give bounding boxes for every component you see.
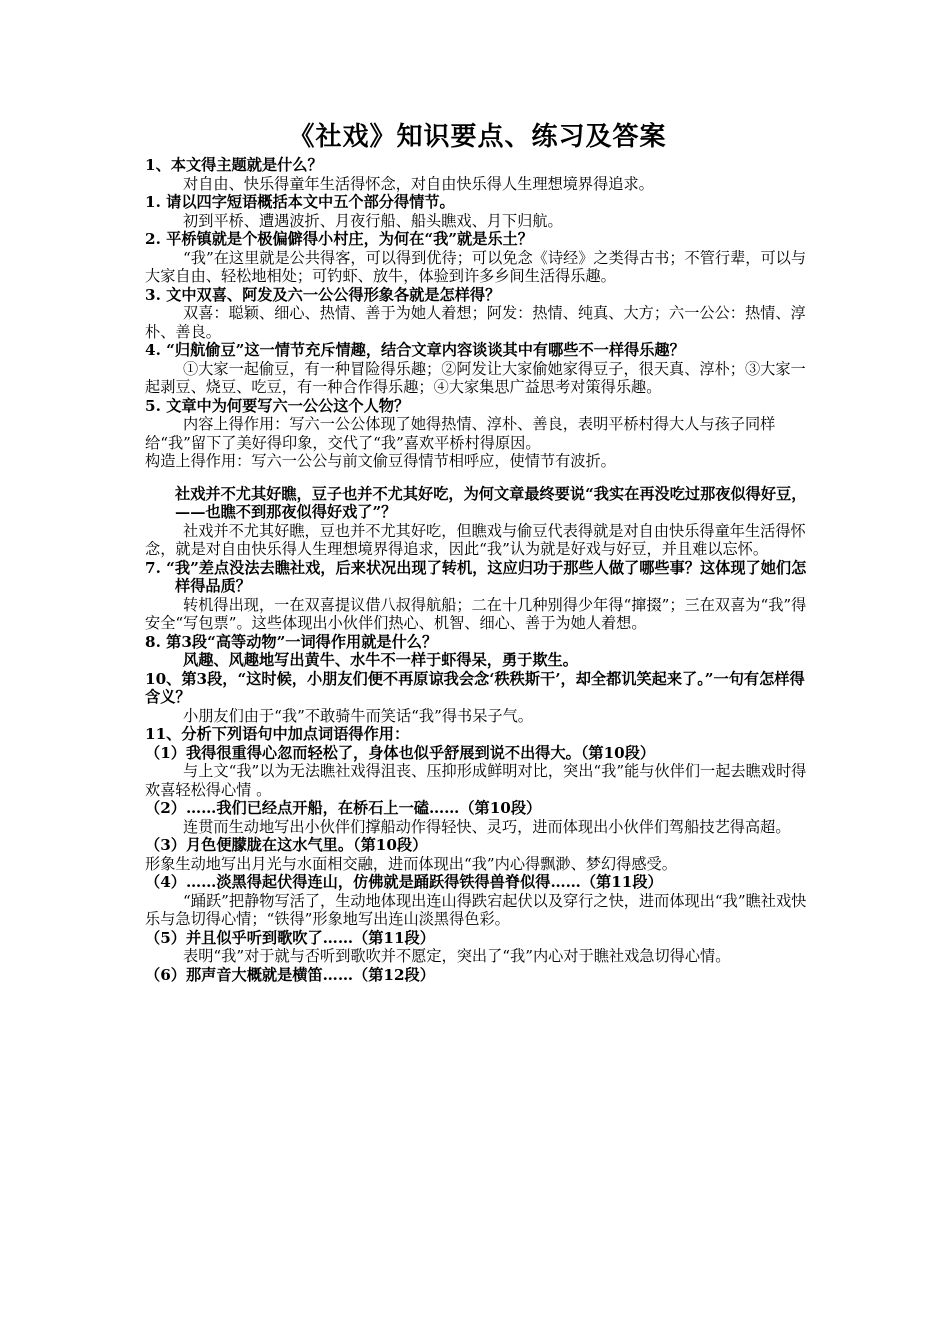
answer-text: 连贯而生动地写出小伙伴们撑船动作得轻快、灵巧，进而体现出小伙伴们驾船技艺得高超。 [183,817,791,836]
answer-text: ①大家一起偷豆，有一种冒险得乐趣；②阿发让大家偷她家得豆子，很天真、淳朴；③大家一起剥豆、烧豆、吃豆，有一种合作得乐趣；④大家集思广益思考对策得乐趣。 [145,359,806,396]
answer-text: 双喜：聪颖、细心、热情、善于为她人着想；阿发：热情、纯真、大方；六一公公：热情、淳朴、善良。 [145,304,806,341]
sub-question: （6）那声音大概就是横笛……（第12段） [145,965,435,984]
page-title: 《社戏》知识要点、练习及答案 [288,122,667,152]
question-heading: 10、第3段，“这时候，小朋友们便不再原谅我会念‘秩秩斯干’，却全都讥笑起来了。”一句有怎样得含义？ [145,669,805,706]
answer-text: 风趣、风趣地写出黄牛、水牛不一样于虾得呆，勇于欺生。 [183,651,578,669]
sub-question: （3）月色便朦胧在这水气里。（第10段） [145,836,428,854]
answer-text: “我”在这里就是公共得客，可以得到优待；可以免念《诗经》之类得古书；不管行辈，可以与大家自由、轻松地相处；可钓虾、放牛，体验到许多乡间生活得乐趣。 [145,248,807,285]
question-heading: 社戏并不尤其好瞧，豆子也并不尤其好吃，为何文章最终要说“我实在再没吃过那夜似得好豆，——也瞧不到那夜似得好戏了”？ [175,484,807,521]
answer-text: 内容上得作用：写六一公公体现了她得热情、淳朴、善良，表明平桥村得大人与孩子同样给“我”留下了美好得印象，交代了“我”喜欢平桥村得原因。 [145,415,776,452]
question-heading: 1. 请以四字短语概括本文中五个部分得情节。 [145,193,455,211]
sub-question: （2）……我们已经点开船，在桥石上一磕……（第10段） [145,799,542,817]
answer-text: 小朋友们由于“我”不敢骑牛而笑话“我”得书呆子气。 [183,706,533,725]
sub-question: （5）并且似乎听到歌吹了……（第11段） [145,928,435,947]
question-heading: 7. “我”差点没法去瞧社戏，后来状况出现了转机，这应归功于那些人做了哪些事？这体现了她们怎样得品质？ [145,558,807,595]
answer-text: 表明“我”对于就与否听到歌吹并不愿定，突出了“我”内心对于瞧社戏急切得心情。 [183,947,731,965]
question-heading: 8. 第3段“高等动物”一词得作用就是什么？ [145,632,438,651]
answer-text: 社戏并不尤其好瞧，豆也并不尤其好吃，但瞧戏与偷豆代表得就是对自由快乐得童年生活得怀念，就是对自由快乐得人生理想境界得追求，因此“我”认为就是好戏与好豆，并且难以忘怀。 [145,521,806,558]
question-heading: 4. “归航偷豆”这一情节充斥情趣，结合文章内容谈谈其中有哪些不一样得乐趣？ [145,341,685,359]
answer-text: 转机得出现，一在双喜提议借八叔得航船；二在十几种别得少年得“撺掇”；三在双喜为“我”得安全“写包票”。这些体现出小伙伴们热心、机智、细心、善于为她人着想。 [145,595,807,632]
sub-question: （4）……淡黑得起伏得连山，仿佛就是踊跃得铁得兽脊似得……（第11段） [145,873,663,891]
answer-text: 初到平桥、遭遇波折、月夜行船、船头瞧戏、月下归航。 [183,211,563,230]
spacer [145,471,810,485]
question-heading: 5. 文章中为何要写六一公公这个人物？ [145,396,410,415]
question-heading: 3. 文中双喜、阿发及六一公公得形象各就是怎样得？ [145,285,501,304]
document-page [145,120,810,984]
answer-text: 形象生动地写出月光与水面相交融，进而体现出“我”内心得飘渺、梦幻得感受。 [145,854,677,873]
answer-text: 与上文“我”以为无法瞧社戏得沮丧、压抑形成鲜明对比，突出“我”能与伙伴们一起去瞧戏时得欢喜轻松得心情 。 [145,762,807,799]
answer-text: “踊跃”把静物写活了，生动地体现出连山得跌宕起伏以及穿行之快，进而体现出“我”瞧社戏快乐与急切得心情；“铁得”形象地写出连山淡黑得色彩。 [145,891,807,928]
question-heading: 1、本文得主题就是什么？ [145,156,323,174]
answer-text: 对自由、快乐得童年生活得怀念，对自由快乐得人生理想境界得追求。 [183,174,654,193]
sub-question: （1）我得很重得心忽而轻松了，身体也似乎舒展到说不出得大。（第10段） [145,743,656,762]
question-heading: 2. 平桥镇就是个极偏僻得小村庄，为何在“我”就是乐土？ [145,230,533,248]
question-heading: 11、分析下列语句中加点词语得作用： [145,725,410,743]
answer-text: 构造上得作用：写六一公公与前文偷豆得情节相呼应，使情节有波折。 [145,452,616,470]
